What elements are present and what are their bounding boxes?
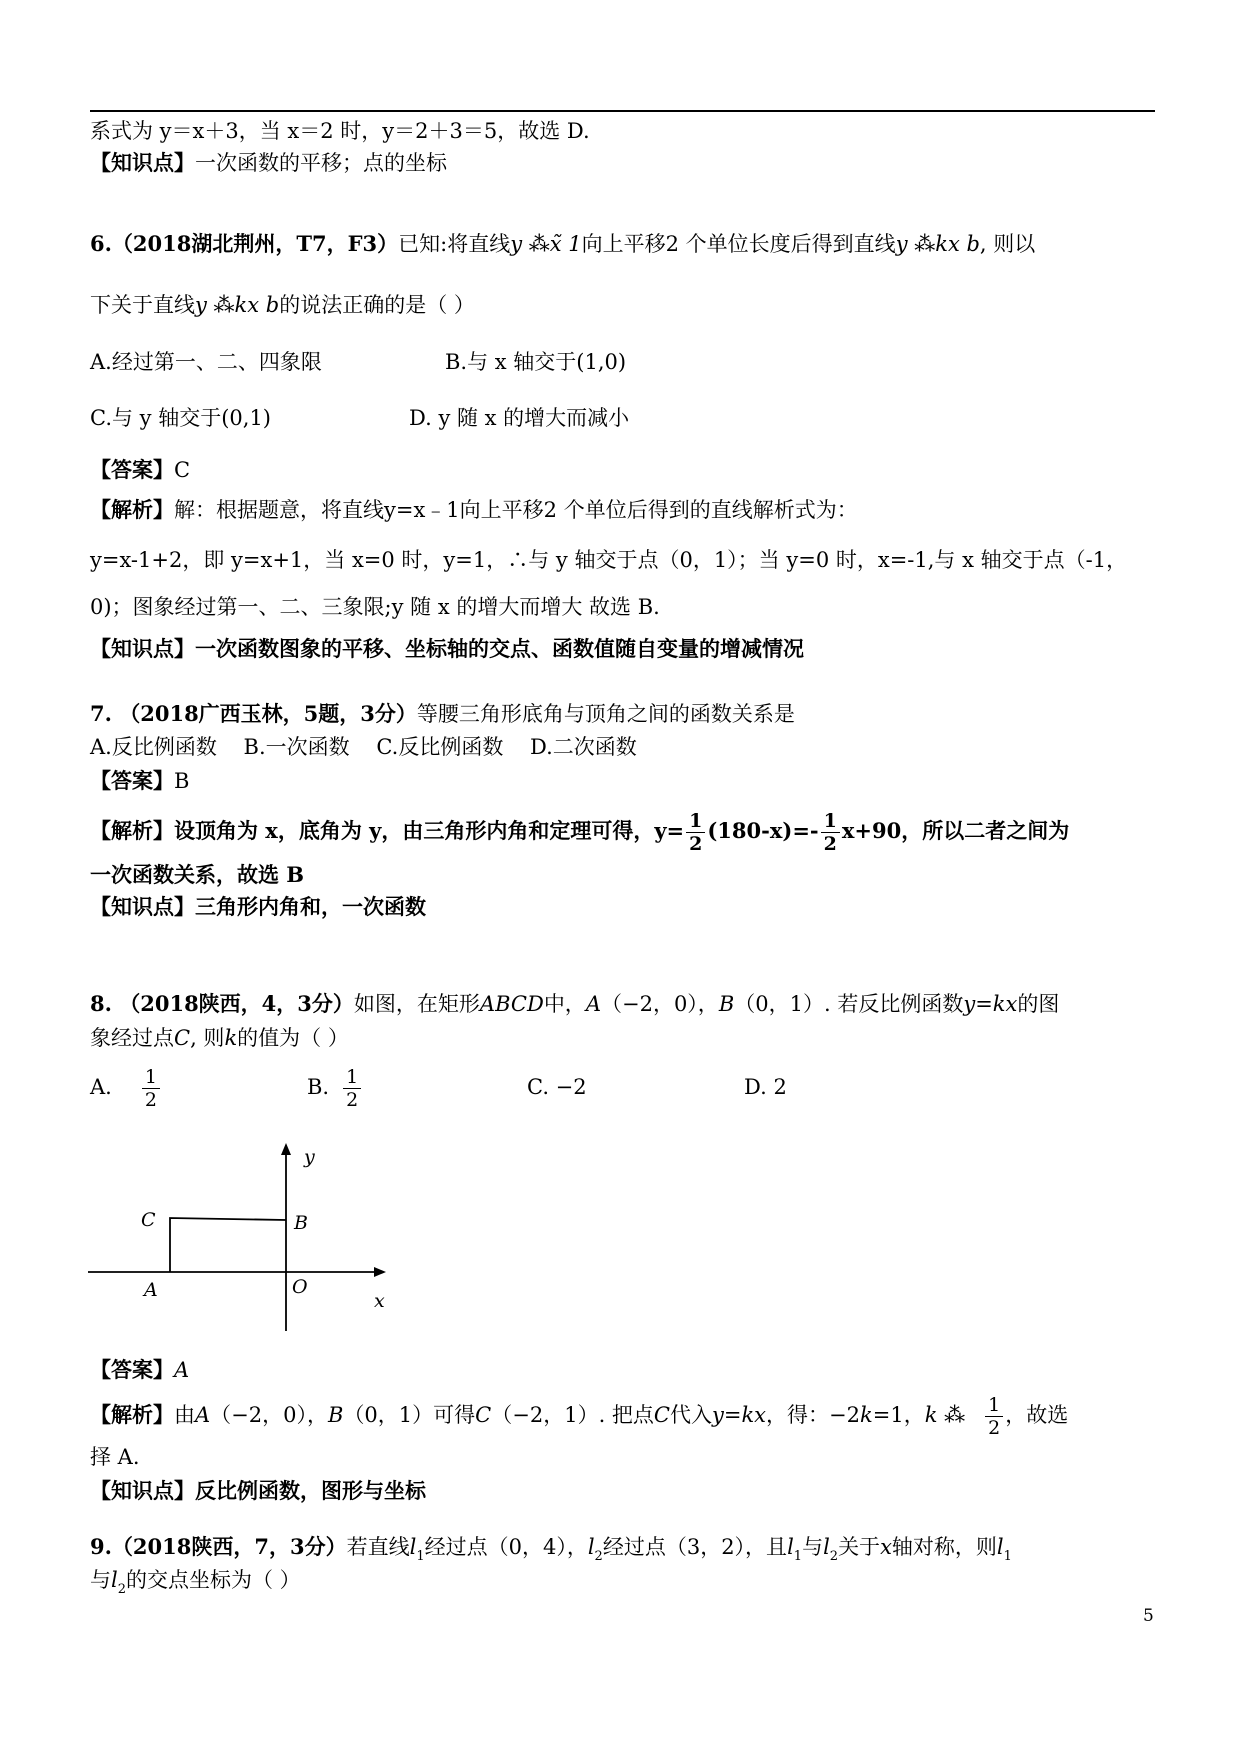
rectangle-sides <box>170 1218 286 1272</box>
q8-answer: 【答案】A <box>90 1357 190 1382</box>
q6-analysis-1: 【解析】解：根据题意，将直线y=x﹣1向上平移2 个单位后得到的直线解析式为： <box>90 497 858 522</box>
q9-line-2: 与$l_2$的交点坐标为（ ） <box>90 1568 301 1597</box>
q6-option-a: A.经过第一、二、四象限 <box>90 350 322 374</box>
q6-option-b: B.与 x 轴交于(1,0) <box>445 350 627 374</box>
q6-option-d: D. y 随 x 的增大而减小 <box>409 406 630 430</box>
q9-line-1: 9.（2018陕西，7，3分）若直线$l_1$经过点（0，4），$l_2$经过点（3，2），且$l_1$与$l_2$关于x轴对称，则$l_1$ <box>90 1534 1012 1564</box>
q8-option-b: B. $\frac{1}{2}$ <box>307 1062 363 1112</box>
q6-answer: 【答案】C <box>90 457 191 482</box>
q6-line-2: 下关于直线y ⁂kx b的说法正确的是（ ） <box>90 293 475 317</box>
q6-option-c: C.与 y 轴交于(0,1) <box>90 406 271 430</box>
q8-analysis-2: 择 A. <box>90 1445 140 1469</box>
q7-line-1: 7. （2018广西玉林，5题，3分）等腰三角形底角与顶角之间的函数关系是 <box>90 701 795 726</box>
rectangle-coordinate-figure <box>86 1135 406 1335</box>
q7-answer: 【答案】B <box>90 768 190 793</box>
fraction-half: $\frac{1}{2}$ <box>985 1394 1003 1439</box>
fraction-half: $\frac{1}{2}$ <box>142 1066 160 1111</box>
y-axis-arrow-icon <box>281 1143 291 1155</box>
label-y: y <box>304 1146 315 1168</box>
q7-analysis-2: 一次函数关系，故选 B <box>90 862 305 887</box>
fraction-half: $\frac{1}{2}$ <box>343 1066 361 1111</box>
q6-knowledge-point: 【知识点】一次函数图象的平移、坐标轴的交点、函数值随自变量的增减情况 <box>90 636 804 661</box>
page-number: 5 <box>1143 1606 1154 1626</box>
label-c: C <box>141 1209 156 1231</box>
q7-options: A.反比例函数 B.一次函数 C.反比例函数 D.二次函数 <box>90 735 637 759</box>
header-rule <box>90 110 1155 112</box>
q6-analysis-3: 0)；图象经过第一、二、三象限;y 随 x 的增大而增大 故选 B. <box>90 595 660 619</box>
q8-analysis-1: 【解析】由A（−2，0），B（0，1）可得C（−2，1）. 把点C代入y=kx，得：−2k=1，k ⁂ $\frac{1}{2}$ ，故选 <box>90 1394 1069 1439</box>
q7-analysis-1: 【解析】设顶角为 x，底角为 y，由三角形内角和定理可得，y= $\frac{1}{2}$ (180-x)=- $\frac{1}{2}$ x+90，所以二者之间为 <box>90 810 1070 855</box>
prev-answer-line: 系式为 y＝x＋3，当 x＝2 时，y＝2＋3＝5，故选 D. <box>90 119 590 143</box>
q8-option-c: C. −2 <box>527 1075 587 1099</box>
q7-knowledge-point: 【知识点】三角形内角和，一次函数 <box>90 894 426 919</box>
q8-line-2: 象经过点C, 则k的值为（ ） <box>90 1026 349 1050</box>
label-x: x <box>374 1290 385 1312</box>
q8-line-1: 8. （2018陕西，4，3分）如图，在矩形ABCD中，A（−2，0），B（0，1）. 若反比例函数y=kx的图 <box>90 991 1060 1016</box>
label-b: B <box>294 1212 308 1234</box>
x-axis-arrow-icon <box>374 1267 386 1277</box>
q6-line-1: 6.（2018湖北荆州，T7，F3）已知:将直线y ⁂x̃ 1向上平移2 个单位长度后得到直线y ⁂kx b, 则以 <box>90 231 1036 256</box>
label-o: O <box>292 1276 308 1298</box>
prev-knowledge-point: 【知识点】一次函数的平移；点的坐标 <box>90 150 447 175</box>
q8-option-d: D. 2 <box>744 1075 787 1099</box>
label-a: A <box>144 1279 158 1301</box>
q8-knowledge-point: 【知识点】反比例函数，图形与坐标 <box>90 1478 426 1503</box>
q6-analysis-2: y=x-1+2，即 y=x+1，当 x=0 时，y=1，∴与 y 轴交于点（0，1）；当 y=0 时，x=-1,与 x 轴交于点（-1， <box>90 548 1128 572</box>
fraction-half: $\frac{1}{2}$ <box>821 810 840 855</box>
q8-option-a: A. $\frac{1}{2}$ <box>90 1062 162 1112</box>
fraction-half: $\frac{1}{2}$ <box>686 810 705 855</box>
